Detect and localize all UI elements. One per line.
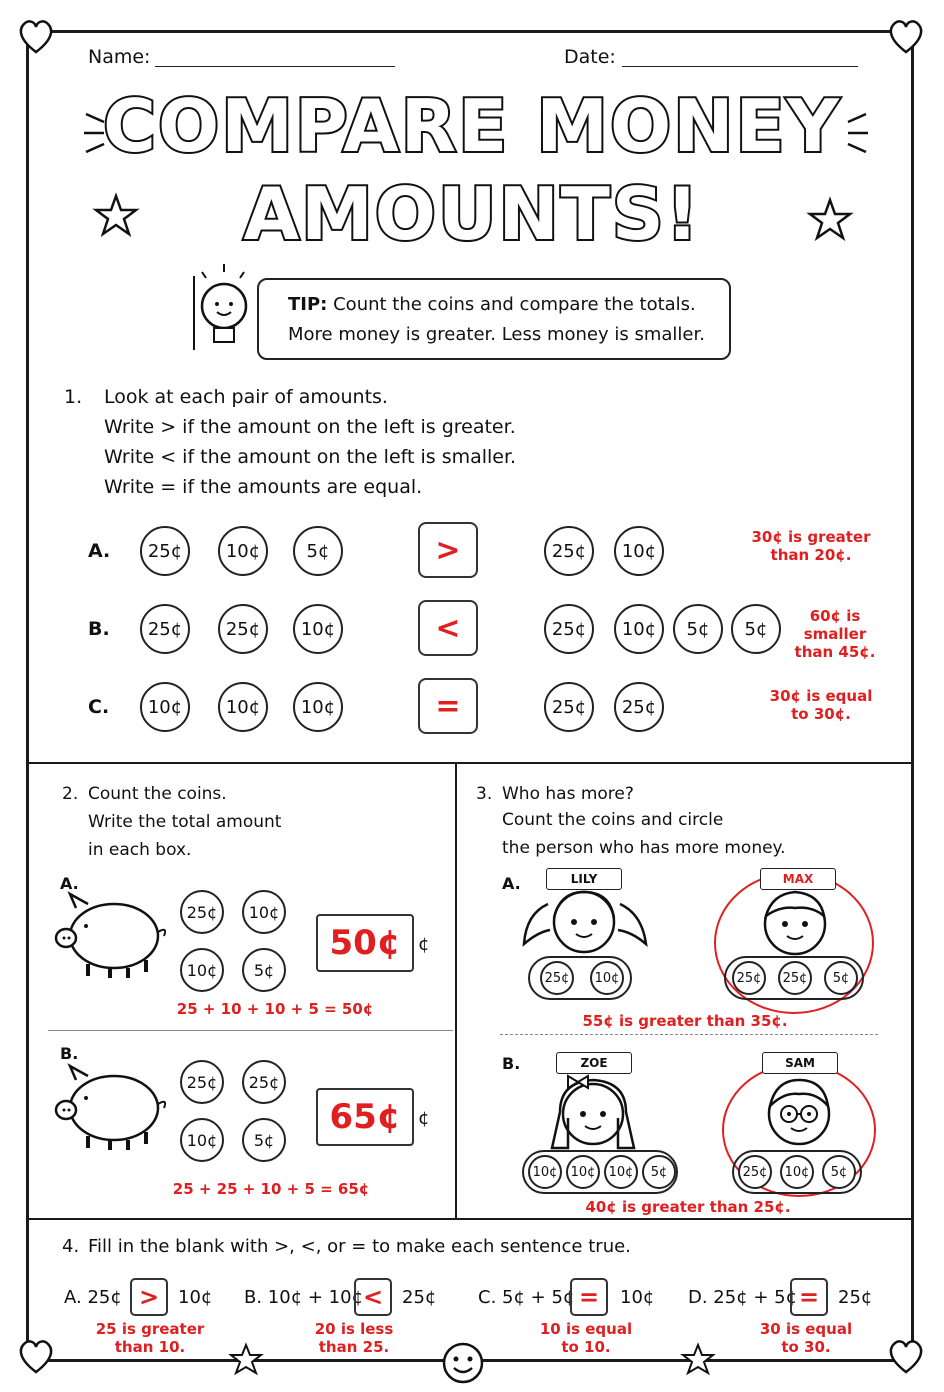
boy-face-icon (752, 880, 838, 960)
q4-item-right: 25¢ (838, 1287, 873, 1308)
girl-face-icon (538, 1062, 648, 1154)
answer-note: 30 is equal to 30. (759, 1320, 853, 1356)
q1-line: Write > if the amount on the left is greater. (104, 416, 516, 438)
coin: 10¢ (614, 604, 664, 654)
section-divider (28, 1218, 914, 1220)
coin: 10¢ (604, 1155, 638, 1189)
heart-icon (884, 14, 928, 58)
coin: 25¢ (738, 1155, 772, 1189)
coin: 10¢ (242, 890, 286, 934)
date-label: Date: (564, 46, 616, 68)
row-label: A. (88, 540, 111, 562)
answer-note: 30¢ is equal to 30¢. (769, 687, 873, 723)
name-banner: MAX (760, 868, 836, 890)
answer-note: 10 is equal to 10. (539, 1320, 633, 1356)
heart-icon (14, 14, 58, 58)
fill-answer-box[interactable]: = (570, 1278, 608, 1316)
section-divider (455, 762, 457, 1218)
coin: 10¢ (218, 682, 268, 732)
smiley-icon (440, 1340, 486, 1386)
coin: 10¢ (566, 1155, 600, 1189)
part-label: B. (60, 1044, 79, 1063)
fill-answer-box[interactable]: < (354, 1278, 392, 1316)
star-icon (806, 196, 854, 244)
q3-line: the person who has more money. (502, 838, 786, 858)
part-label: B. (502, 1054, 521, 1073)
coin: 25¢ (544, 682, 594, 732)
coin: 25¢ (778, 961, 812, 995)
fill-answer-box[interactable]: > (130, 1278, 168, 1316)
compare-answer-box[interactable]: = (418, 678, 478, 734)
name-banner: LILY (546, 868, 622, 890)
cent-unit: ¢ (418, 934, 430, 955)
q2-line: Count the coins. (88, 784, 227, 804)
compare-answer-box[interactable]: < (418, 600, 478, 656)
q4-item-left: D. 25¢ + 5¢ (688, 1287, 798, 1308)
coin: 5¢ (824, 961, 858, 995)
name-label: Name: (88, 46, 151, 68)
q4-item-left: C. 5¢ + 5¢ (478, 1287, 575, 1308)
work-note: 25 + 25 + 10 + 5 = 65¢ (172, 1180, 370, 1198)
part-divider (500, 1034, 878, 1035)
total-answer-box[interactable]: 65¢ (316, 1088, 414, 1146)
coin: 25¢ (732, 961, 766, 995)
tip-box (257, 278, 731, 360)
q4-item-right: 10¢ (620, 1287, 655, 1308)
coin: 10¢ (180, 948, 224, 992)
q4-item-right: 10¢ (178, 1287, 213, 1308)
name-banner: ZOE (556, 1052, 632, 1074)
answer-note: 30¢ is greater than 20¢. (751, 528, 871, 564)
heart-icon (884, 1334, 928, 1378)
q4-instruction: Fill in the blank with >, <, or = to make each sentence true. (88, 1236, 631, 1257)
sparkle-lines-icon (82, 108, 110, 158)
total-answer-box[interactable]: 50¢ (316, 914, 414, 972)
coin: 10¢ (590, 961, 624, 995)
piggy-bank-icon (52, 886, 172, 982)
coin: 25¢ (140, 604, 190, 654)
coin: 10¢ (780, 1155, 814, 1189)
coin: 25¢ (140, 526, 190, 576)
cent-unit: ¢ (418, 1108, 430, 1129)
coin: 25¢ (180, 890, 224, 934)
piggy-bank-icon (52, 1058, 172, 1154)
q1-line: Write = if the amounts are equal. (104, 476, 423, 498)
date-field[interactable] (622, 66, 858, 67)
page-title-line2: AMOUNTS! (243, 172, 701, 256)
name-banner: SAM (762, 1052, 838, 1074)
coin: 10¢ (140, 682, 190, 732)
coin: 25¢ (544, 526, 594, 576)
boy-face-icon (756, 1068, 842, 1152)
q1-number: 1. (64, 386, 83, 408)
coin: 25¢ (614, 682, 664, 732)
section-divider (28, 762, 914, 764)
coin: 10¢ (180, 1118, 224, 1162)
answer-note: 55¢ is greater than 35¢. (582, 1012, 788, 1030)
coin: 10¢ (614, 526, 664, 576)
coin: 5¢ (673, 604, 723, 654)
coin: 5¢ (242, 948, 286, 992)
answer-note: 60¢ is smaller than 45¢. (794, 607, 876, 661)
coin: 10¢ (218, 526, 268, 576)
row-label: B. (88, 618, 110, 640)
star-icon (228, 1342, 264, 1378)
answer-note: 25 is greater than 10. (95, 1320, 205, 1356)
star-icon (680, 1342, 716, 1378)
q2-line: in each box. (88, 840, 192, 860)
page-title-line1: COMPARE MONEY (103, 84, 841, 168)
part-divider (48, 1030, 453, 1031)
q1-line: Look at each pair of amounts. (104, 386, 388, 408)
coin: 25¢ (544, 604, 594, 654)
q3-number: 3. (476, 784, 493, 804)
q4-item-left: A. 25¢ (64, 1287, 122, 1308)
coin: 25¢ (242, 1060, 286, 1104)
tip-line1: TIP: Count the coins and compare the totals. (288, 294, 696, 315)
coin: 10¢ (293, 604, 343, 654)
tip-line2: More money is greater. Less money is smaller. (288, 324, 705, 345)
q3-line: Count the coins and circle (502, 810, 724, 830)
coin: 25¢ (180, 1060, 224, 1104)
compare-answer-box[interactable]: > (418, 522, 478, 578)
part-label: A. (60, 874, 79, 893)
heart-icon (14, 1334, 58, 1378)
q3-line: Who has more? (502, 784, 634, 804)
coin: 10¢ (293, 682, 343, 732)
sparkle-lines-icon (842, 108, 870, 158)
q4-number: 4. (62, 1236, 80, 1257)
lightbulb-icon (186, 262, 256, 362)
answer-note: 20 is less than 25. (314, 1320, 394, 1356)
q1-line: Write < if the amount on the left is smaller. (104, 446, 517, 468)
coin: 5¢ (822, 1155, 856, 1189)
star-icon (92, 192, 140, 240)
coin: 5¢ (293, 526, 343, 576)
coin: 25¢ (218, 604, 268, 654)
coin: 5¢ (731, 604, 781, 654)
coin: 5¢ (242, 1118, 286, 1162)
answer-note: 40¢ is greater than 25¢. (585, 1198, 791, 1216)
q4-item-right: 25¢ (402, 1287, 437, 1308)
row-label: C. (88, 696, 110, 718)
coin: 25¢ (540, 961, 574, 995)
fill-answer-box[interactable]: = (790, 1278, 828, 1316)
coin: 5¢ (642, 1155, 676, 1189)
part-label: A. (502, 874, 521, 893)
work-note: 25 + 10 + 10 + 5 = 50¢ (176, 1000, 374, 1018)
q4-item-left: B. 10¢ + 10¢ (244, 1287, 364, 1308)
q2-line: Write the total amount (88, 812, 282, 832)
name-field[interactable] (155, 66, 395, 67)
q2-number: 2. (62, 784, 79, 804)
coin: 10¢ (528, 1155, 562, 1189)
